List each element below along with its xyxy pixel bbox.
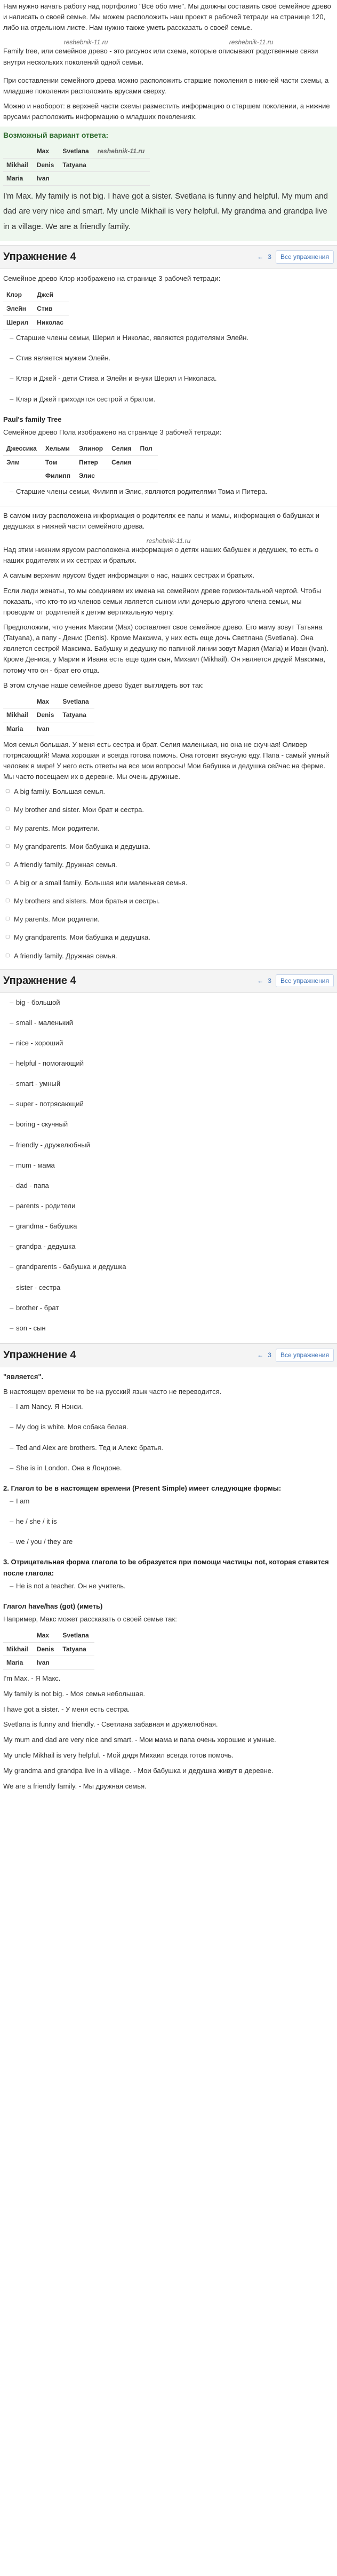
- tree-cell: Mikhail: [3, 708, 34, 722]
- list-item: – Стив является мужем Элейн.: [11, 353, 334, 364]
- max-tree-table: [3, 695, 94, 736]
- explanation-section: [0, 507, 337, 962]
- claire-facts-list: [3, 333, 334, 405]
- exercise-title: Упражнение 4: [3, 1349, 76, 1361]
- paragraph: "является".: [3, 1373, 44, 1381]
- paragraph: В этом случае наше семейное древо будет выглядеть вот так:: [3, 681, 204, 689]
- paragraph: Семейное древо Пола изображено на странице 3 рабочей тетради:: [3, 428, 222, 436]
- all-exercises-button[interactable]: Все упражнения: [276, 974, 334, 988]
- list-item: ▢ My parents. Мои родители.: [10, 914, 334, 925]
- tree-cell: Селия: [108, 442, 137, 455]
- paragraph: Если люди женаты, то мы соединяем их имена на семейном древе горизонтальной чертой. Чтобы показать, что кто-то из членов семьи является сыном или дочерью другого члена семьи, мы проводим от родителей к детям вертикальную черту.: [3, 586, 322, 616]
- tree-cell: Хельми: [42, 442, 76, 455]
- list-item: – son - сын: [11, 1323, 334, 1334]
- exercise-title: Упражнение 4: [3, 251, 76, 263]
- answer-text: I'm Max. My family is not big. I have got a sister. Svetlana is funny and helpful. My mum and dad are very nice and smart. My uncle Mikhail is very helpful. My grandma and grandpa live in a village. We are a friendly family.: [3, 191, 328, 231]
- list-item: – He is not a teacher. Он не учитель.: [11, 1581, 334, 1592]
- exercise-header: [0, 1343, 337, 1367]
- tree-cell: Tatyana: [59, 1642, 94, 1656]
- tree-cell: Maria: [3, 722, 34, 736]
- negative-list: [3, 1581, 334, 1592]
- list-item: ▢ My parents. Мои родители.: [10, 823, 334, 834]
- list-item: – My dog is white. Моя собака белая.: [11, 1422, 334, 1432]
- list-item: – boring - скучный: [11, 1119, 334, 1130]
- paragraph: Моя семья большая. У меня есть сестра и брат. Селия маленькая, но она не скучная! Оливер потрясающий! Мама хорошая и всегда готова помочь. Она готовит вкусную еду. Папа - самый умный человек в мире! У него есть ответы на все мои вопросы! Мои бабушка и дедушка сейчас на ферме. Мы часто посещаем их в деревне. Мы очень дружные.: [3, 740, 330, 781]
- tree-cell: Svetlana: [59, 145, 94, 158]
- sentence: I'm Max. - Я Макс.: [3, 1674, 61, 1682]
- tree-cell: Max: [34, 695, 60, 708]
- watermark-row: [3, 37, 334, 46]
- tree-cell: Элис: [76, 469, 108, 483]
- list-item: ▢ A friendly family. Дружная семья.: [10, 951, 334, 962]
- watermark: reshebnik-11.ru: [94, 145, 150, 158]
- answer-heading: Возможный вариант ответа:: [3, 131, 109, 140]
- tree-cell: Пол: [137, 442, 157, 455]
- list-item: – grandma - бабушка: [11, 1221, 334, 1232]
- tree-cell: Max: [34, 145, 60, 158]
- watermark: reshebnik-11.ru: [63, 38, 108, 46]
- sentence: My family is not big. - Моя семья небольшая.: [3, 1689, 145, 1698]
- all-exercises-button[interactable]: Все упражнения: [276, 250, 334, 264]
- paragraph: Например, Макс может рассказать о своей семье так:: [3, 1615, 177, 1623]
- tree-cell: Ivan: [34, 1656, 60, 1670]
- tree-cell: Tatyana: [59, 708, 94, 722]
- list-item: – grandparents - бабушка и дедушка: [11, 1262, 334, 1272]
- tree-cell: Стив: [34, 302, 69, 316]
- sentence: My uncle Mikhail is very helpful. - Мой дядя Михаил всегда готов помочь.: [3, 1751, 234, 1759]
- paragraph: В самом низу расположена информация о родителях ее папы и мамы, информация о бабушках и дедушках в нижней части семейного древа.: [3, 511, 320, 531]
- sentence: My grandma and grandpa live in a village. - Мои бабушка и дедушка живут в деревне.: [3, 1766, 274, 1775]
- vocab-list: [3, 997, 334, 1334]
- sentence: I have got a sister. - У меня есть сестра.: [3, 1705, 130, 1713]
- list-item: – Клэр и Джей приходятся сестрой и братом.: [11, 394, 334, 405]
- tree-cell: Mikhail: [3, 1642, 34, 1656]
- list-item: – Старшие члены семьи, Филипп и Элис, являются родителями Тома и Питера.: [11, 486, 334, 497]
- answer-block: [0, 127, 337, 241]
- list-item: – he / she / it is: [11, 1516, 334, 1527]
- section-heading: 2. Глагол to be в настоящем времени (Present Simple) имеет следующие формы:: [3, 1484, 282, 1492]
- list-item: – smart - умный: [11, 1078, 334, 1089]
- tree-cell: Элм: [3, 455, 42, 469]
- tree-cell: Denis: [34, 158, 60, 172]
- paragraph: А самым верхним ярусом будет информация о нас, наших сестрах и братьях.: [3, 571, 254, 580]
- tree-cell: Элинор: [76, 442, 108, 455]
- exercise-header: [0, 969, 337, 993]
- paragraph: Предположим, что ученик Максим (Max) составляет свое семейное древо. Его маму зовут Татьяна (Tatyana), а папу - Денис (Denis). Кроме Максима, у них есть еще дочь Светлана (Svetlana). Она является сестрой Максима. Бабушку и дедушку по папиной линии зовут Мария (Maria) и Иван (Ivan). Кроме Дениса, у Марии и Ивана есть еще один сын, Михаил (Mikhail). Он является дядей Максима, потому что он - брат его отца.: [3, 623, 328, 674]
- list-item: – Ted and Alex are brothers. Тед и Алекс братья.: [11, 1443, 334, 1453]
- section-heading: 3. Отрицательная форма глагола to be образуется при помощи частицы not, которая ставится после глагола:: [3, 1558, 329, 1577]
- watermark: reshebnik-11.ru: [146, 537, 191, 545]
- grammar-section: [0, 1372, 337, 1792]
- tree-cell: Denis: [34, 708, 60, 722]
- paragraph: Семейное древо Клэр изображено на странице 3 рабочей тетради:: [3, 274, 221, 283]
- max-tree-table: [3, 1629, 94, 1670]
- section-heading: Глагол have/has (got) (иметь): [3, 1602, 103, 1610]
- section-subtitle: Paul's family Tree: [3, 415, 62, 423]
- list-item: ▢ My grandparents. Мои бабушка и дедушка.: [10, 841, 334, 852]
- prev-icon[interactable]: ←: [257, 976, 264, 984]
- list-item: – friendly - дружелюбный: [11, 1140, 334, 1151]
- examples-list: [3, 1401, 334, 1474]
- list-item: – She is in London. Она в Лондоне.: [11, 1463, 334, 1474]
- intro-paragraph-1: Нам нужно начать работу над портфолио "Всё обо мне". Мы должны составить своё семейное древо и написать о своей семье. Мы можем расположить наш проект в рабочей тетради на странице 120, либо на отдельном листе. Нам нужно также уметь рассказать о своей семье.: [3, 2, 331, 32]
- tree-cell: Питер: [76, 455, 108, 469]
- tree-cell: Клэр: [3, 288, 34, 302]
- list-item: – super - потрясающий: [11, 1099, 334, 1109]
- forms-list: [3, 1496, 334, 1547]
- list-item: – big - большой: [11, 997, 334, 1008]
- all-exercises-button[interactable]: Все упражнения: [276, 1349, 334, 1362]
- list-item: – helpful - помогающий: [11, 1058, 334, 1069]
- intro-section: [0, 0, 337, 122]
- list-item: – Клэр и Джей - дети Стива и Элейн и внуки Шерил и Николаса.: [11, 373, 334, 384]
- list-item: ▢ My brother and sister. Мои брат и сестра.: [10, 805, 334, 815]
- list-item: – I am Nancy. Я Нэнси.: [11, 1401, 334, 1412]
- exercise-number: 3: [268, 253, 271, 261]
- intro-paragraph-2: Family tree, или семейное древо - это рисунок или схема, которые описывают родственные связи внутри нескольких поколений одной семьи.: [3, 47, 318, 66]
- list-item: – brother - брат: [11, 1303, 334, 1313]
- claire-tree-table: [3, 288, 69, 329]
- final-sentences: [3, 1673, 334, 1792]
- tree-cell: Ivan: [34, 722, 60, 736]
- list-item: ▢ My grandparents. Мои бабушка и дедушка.: [10, 932, 334, 943]
- intro-paragraph-3: При составлении семейного древа можно расположить старшие поколения в нижней части схемы, а младшие поколения расположить врусами сверху.: [3, 76, 329, 95]
- exercise-nav: [257, 250, 334, 264]
- prev-icon[interactable]: ←: [257, 1351, 264, 1359]
- exercise-header: [0, 245, 337, 269]
- sentence: We are a friendly family. - Мы дружная семья.: [3, 1782, 147, 1790]
- exercise-number: 3: [268, 1351, 271, 1359]
- list-item: – dad - папа: [11, 1180, 334, 1191]
- tree-cell: Mikhail: [3, 158, 34, 172]
- paul-facts-list: [3, 486, 334, 497]
- list-item: – small - маленький: [11, 1018, 334, 1028]
- tree-cell: Denis: [34, 1642, 60, 1656]
- list-item: ▢ A big family. Большая семья.: [10, 786, 334, 797]
- exercise-nav: [257, 1349, 334, 1362]
- tree-cell: Шерил: [3, 316, 34, 329]
- exercise-number: 3: [268, 976, 271, 984]
- list-item: – sister - сестра: [11, 1282, 334, 1293]
- prev-icon[interactable]: ←: [257, 253, 264, 261]
- tree-cell: Ivan: [34, 172, 60, 186]
- tree-cell: Селия: [108, 455, 137, 469]
- list-item: – Старшие члены семьи, Шерил и Николас, являются родителями Элейн.: [11, 333, 334, 343]
- tree-cell: Svetlana: [59, 695, 94, 708]
- tree-cell: Николас: [34, 316, 69, 329]
- tree-cell: Svetlana: [59, 1629, 94, 1642]
- list-item: – nice - хороший: [11, 1038, 334, 1049]
- sentences-list: [3, 786, 334, 961]
- tree-cell: Max: [34, 1629, 60, 1642]
- tree-cell: Том: [42, 455, 76, 469]
- exercise-nav: [257, 974, 334, 988]
- paragraph: Над этим нижним ярусом расположена информация о детях наших бабушек и дедушек, то есть о наших родителях и их сестрах и братьях.: [3, 546, 319, 565]
- vocab-section: [0, 997, 337, 1334]
- tree-cell: Джессика: [3, 442, 42, 455]
- family-tree-table: [3, 145, 150, 186]
- list-item: ▢ A big or a small family. Большая или маленькая семья.: [10, 878, 334, 888]
- tree-cell: Tatyana: [59, 158, 94, 172]
- list-item: ▢ A friendly family. Дружная семья.: [10, 860, 334, 870]
- list-item: – I am: [11, 1496, 334, 1507]
- paul-tree-table: [3, 442, 158, 483]
- paragraph: В настоящем времени то be на русский язык часто не переводится.: [3, 1388, 222, 1396]
- tree-cell: Филипп: [42, 469, 76, 483]
- tree-cell: Maria: [3, 1656, 34, 1670]
- list-item: – we / you / they are: [11, 1537, 334, 1547]
- watermark-row: [3, 536, 334, 545]
- sentence: My mum and dad are very nice and smart. - Мои мама и папа очень хорошие и умные.: [3, 1736, 276, 1744]
- exercise-4a-content: [0, 273, 337, 497]
- list-item: – grandpa - дедушка: [11, 1241, 334, 1252]
- tree-cell: Maria: [3, 172, 34, 186]
- watermark: reshebnik-11.ru: [229, 38, 274, 46]
- exercise-title: Упражнение 4: [3, 974, 76, 987]
- list-item: – parents - родители: [11, 1201, 334, 1211]
- intro-paragraph-4: Можно и наоборот: в верхней части схемы разместить информацию о старшем поколении, а нижние врусами расположить информацию о младших поколениях.: [3, 101, 330, 121]
- tree-cell: Джей: [34, 288, 69, 302]
- list-item: – mum - мама: [11, 1160, 334, 1171]
- sentence: Svetlana is funny and friendly. - Светлана забавная и дружелюбная.: [3, 1720, 218, 1729]
- tree-cell: Элейн: [3, 302, 34, 316]
- list-item: ▢ My brothers and sisters. Мои братья и сестры.: [10, 896, 334, 907]
